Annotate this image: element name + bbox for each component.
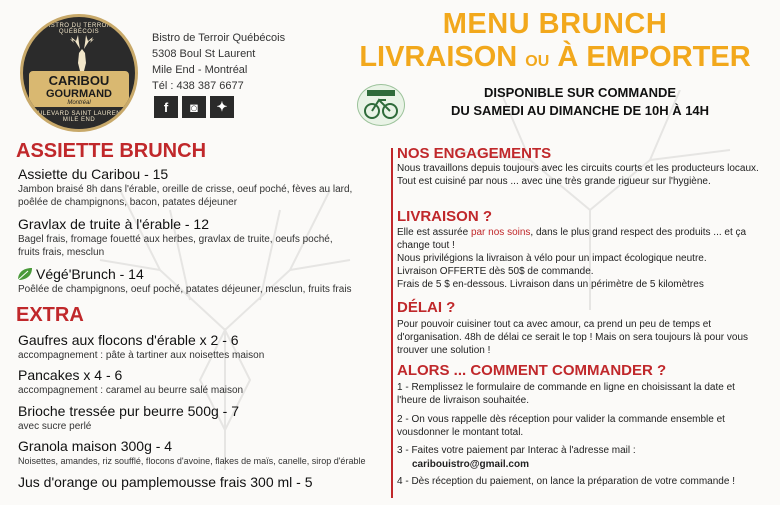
livraison-text [397, 226, 767, 252]
menu-item-name: Assiette du Caribou - 15 [18, 166, 169, 182]
availability-line1: DISPONIBLE SUR COMMANDE [483, 85, 677, 100]
livraison-fees: Frais de 5 $ en-dessous. Livraison dans un périmètre de 5 kilomètres [397, 279, 704, 290]
info-phone: Tél : 438 387 6677 [152, 80, 244, 92]
order-email-link[interactable]: caribouistro@gmail.com [412, 459, 529, 470]
instagram-icon[interactable]: ◙ [182, 96, 206, 118]
commander-heading: ALORS ... COMMENT COMMANDER ? [397, 362, 667, 379]
commander-step-1: 1 - Remplissez le formulaire de commande en ligne en choisissant la date et l'heure de livraison souhaitée. [397, 382, 735, 406]
menu-item-desc: Poêlée de champignons, oeuf poché, patates déjeuner, mesclun, fruits frais [18, 284, 352, 295]
title-menu-brunch: MENU BRUNCH [442, 8, 668, 40]
info-line: Bistro de Terroir Québécois [152, 32, 286, 44]
extra-heading: EXTRA [16, 304, 84, 326]
livraison-text-part: Elle est assurée [397, 227, 471, 238]
livraison-heading: LIVRAISON ? [397, 208, 493, 225]
info-city: Mile End - Montréal [152, 64, 248, 76]
menu-item-name: Pancakes x 4 - 6 [18, 367, 123, 383]
assiette-brunch-heading: ASSIETTE BRUNCH [16, 140, 207, 162]
menu-item-name: Granola maison 300g - 4 [18, 438, 173, 454]
column-divider [391, 148, 393, 498]
menu-item-desc: accompagnement : caramel au beurre salé maison [18, 385, 244, 396]
menu-item-name: Gravlax de truite à l'érable - 12 [18, 216, 209, 232]
menu-item-name: Végé'Brunch - 14 [36, 266, 144, 282]
livraison-free: Livraison OFFERTE dès 50$ de commande. [397, 266, 594, 277]
logo-montreal: Montréal [67, 100, 91, 106]
twitter-icon[interactable]: ✦ [210, 96, 234, 118]
commander-step-2: 2 - On vous rappelle dès réception pour valider la commande ensemble et vousdonner le montant total. [397, 414, 725, 438]
commander-step-4: 4 - Dès réception du paiement, on lance la préparation de votre commande ! [397, 476, 735, 487]
availability-hours: DU SAMEDI AU DIMANCHE DE 10H À 14H [450, 103, 710, 118]
logo-caribou: CARIBOU [48, 73, 110, 88]
livraison-highlight: par nos soins [470, 227, 531, 238]
caribou-gourmand-logo [20, 14, 138, 132]
title-livraison [350, 41, 760, 78]
livraison-text-part: , dans le plus grand respect des produits ... et ça change tout ! [397, 227, 747, 251]
title-part: LIVRAISON [359, 41, 526, 73]
social-icons [154, 96, 234, 118]
delai-text: Pour pouvoir cuisiner tout ca avec amour, ca prend un peu de temps et d'organisation. 48h de délai ce serait le top ! Mais on sera toujours là pour vous trouver une solution ! [397, 319, 749, 356]
menu-item-desc: Jambon braisé 8h dans l'érable, oreille de crisse, oeuf poché, fèves au lard, poêlée de champignons, bacon, patates déjeuner [18, 184, 353, 208]
restaurant-info [152, 30, 285, 94]
logo-band [29, 71, 129, 107]
menu-item-desc: Bagel frais, fromage fouetté aux herbes, gravlax de truite, oeufs poché, fruits frais, mesclun [18, 234, 333, 258]
livraison-bike: Nous privilégions la livraison à vélo pour un impact écologique neutre. [397, 253, 707, 264]
menu-item-desc: avec sucre perlé [18, 421, 92, 432]
engagements-text: Nous travaillons depuis toujours avec les circuits courts et les producteurs locaux. Tout est cuisiné par nous ... avec une très grande rigueur sur l'hygiène. [397, 163, 759, 187]
menu-item-name: Gaufres aux flocons d'érable x 2 - 6 [18, 332, 239, 348]
logo-top-text: BISTRO DU TERROIR QUÉBÉCOIS [44, 23, 114, 35]
title-ou: OU [525, 53, 550, 70]
bike-delivery-badge-icon [357, 84, 405, 126]
menu-item-name: Brioche tressée pur beurre 500g - 7 [18, 403, 240, 419]
delai-heading: DÉLAI ? [397, 299, 456, 316]
logo-bottom-text: BOULEVARD SAINT LAURENT · MILE END [28, 111, 130, 123]
deer-icon [66, 35, 98, 71]
title-part: À EMPORTER [549, 41, 751, 73]
logo-gourmand: GOURMAND [46, 88, 112, 100]
availability [410, 84, 750, 120]
menu-item-name: Jus d'orange ou pamplemousse frais 300 ml - 5 [18, 474, 313, 490]
commander-step-3: 3 - Faites votre paiement par Interac à l'adresse mail : [397, 445, 636, 456]
menu-title [350, 8, 760, 78]
leaf-icon [17, 267, 33, 281]
facebook-icon[interactable]: f [154, 96, 178, 118]
menu-item-desc: Noisettes, amandes, riz soufflé, flocons d'avoine, flakes de maïs, canelle, sirop d'érable [18, 456, 366, 466]
engagements-heading: NOS ENGAGEMENTS [397, 145, 552, 162]
menu-item-desc: accompagnement : pâte à tartiner aux noisettes maison [18, 350, 265, 361]
info-address: 5308 Boul St Laurent [152, 48, 256, 60]
